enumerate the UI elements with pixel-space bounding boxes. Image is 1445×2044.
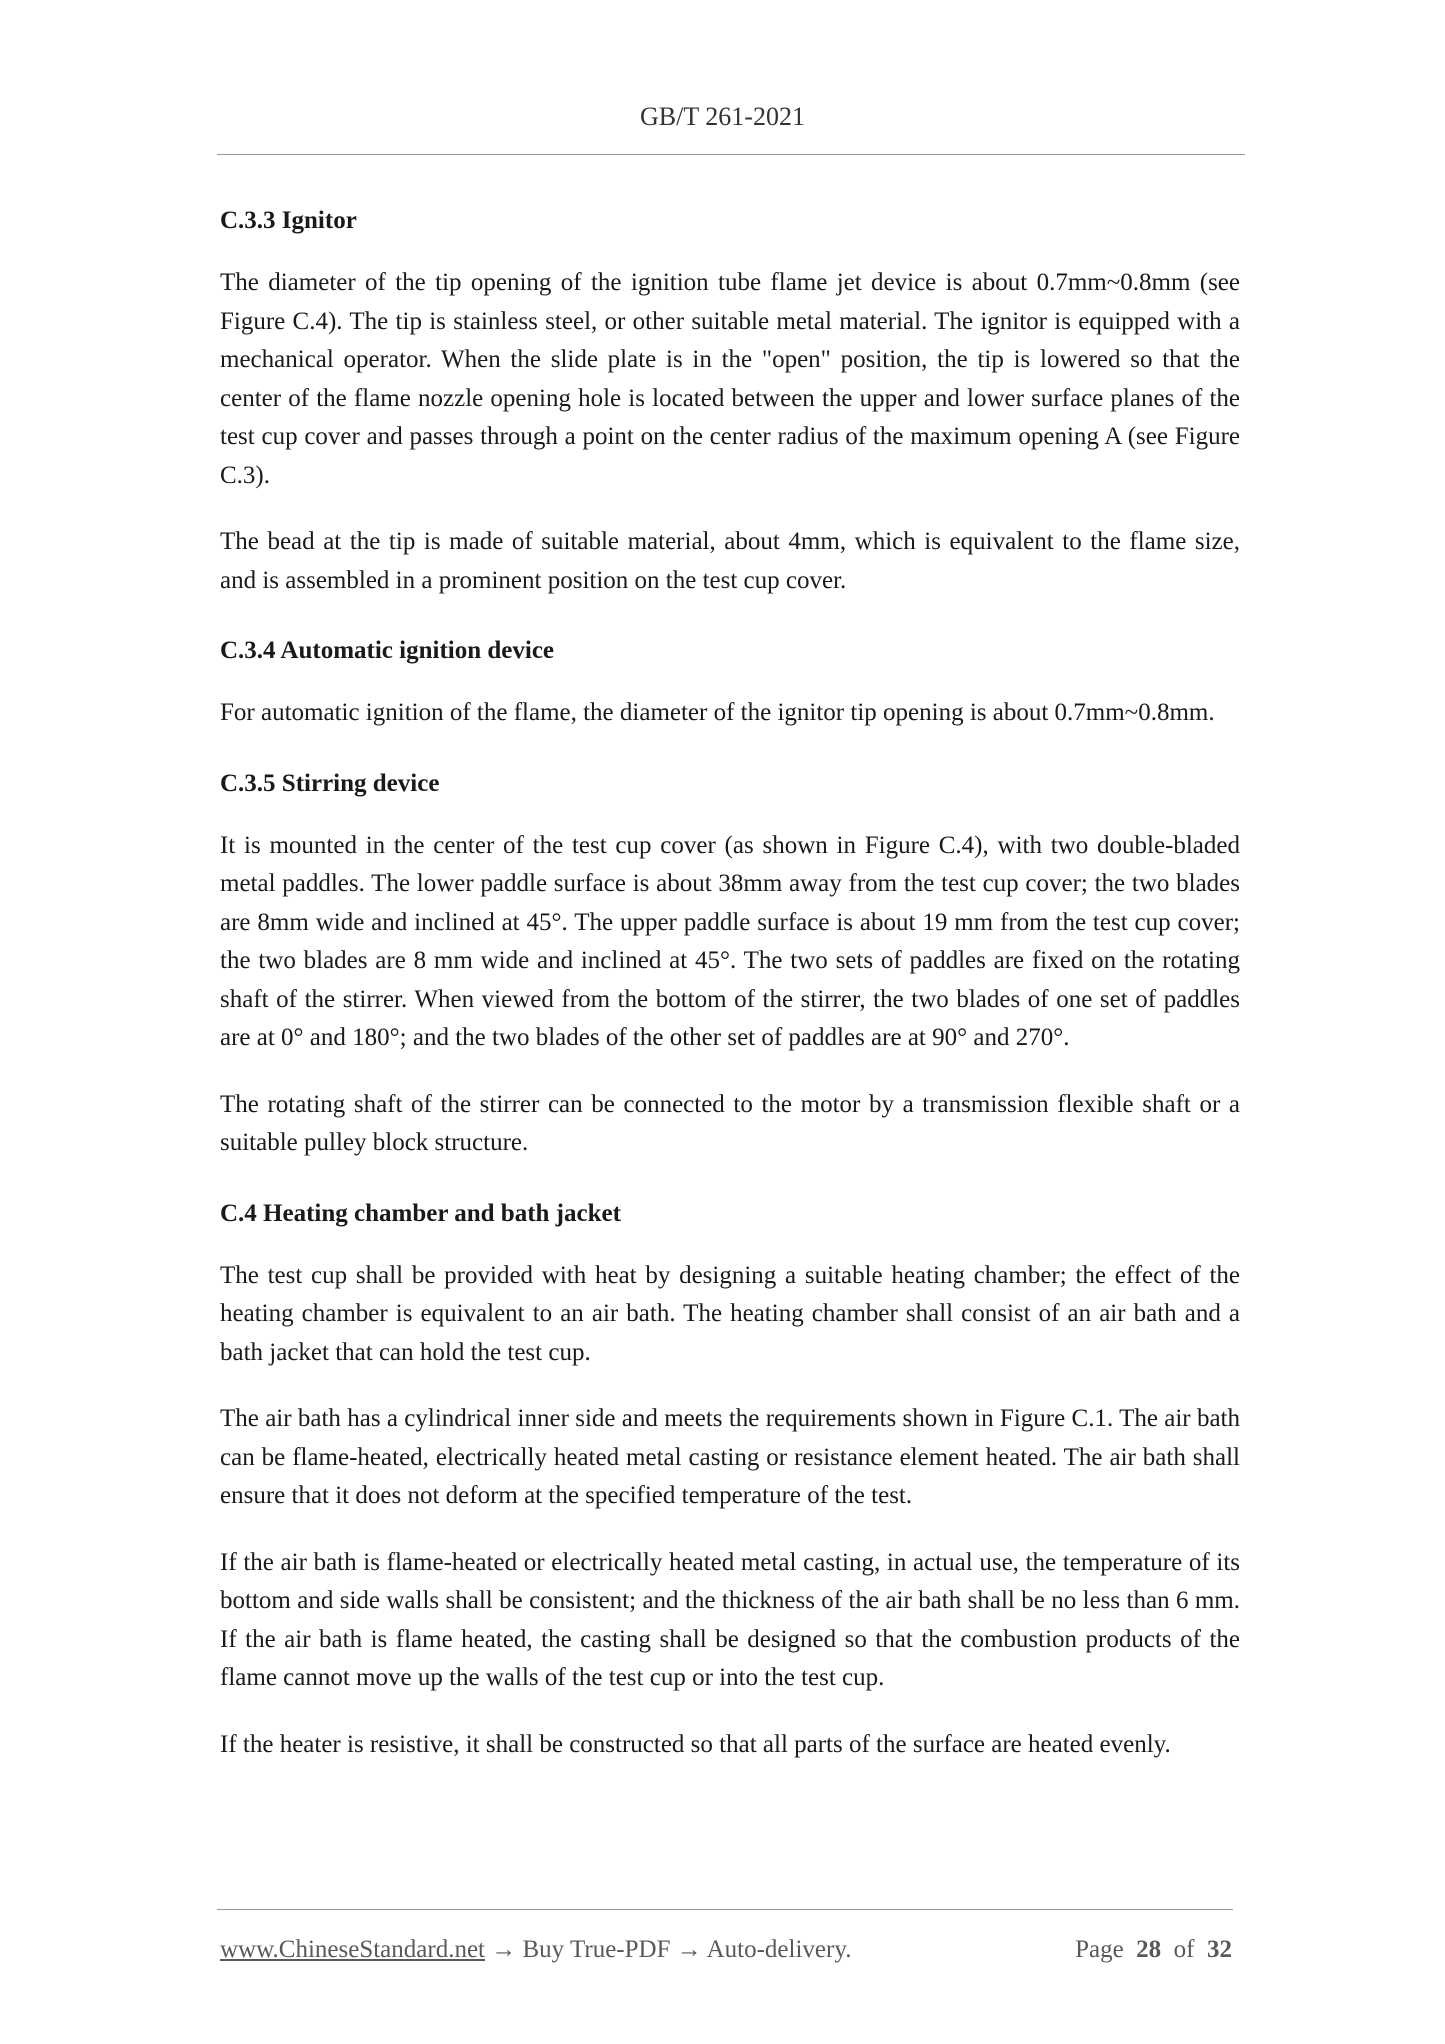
paragraph: For automatic ignition of the flame, the diameter of the ignitor tip opening is about 0.7mm~0.8mm.: [220, 699, 1215, 726]
page-label: Page: [1075, 1936, 1124, 1963]
page-total: 32: [1207, 1936, 1232, 1963]
footer-divider: [217, 1909, 1233, 1910]
page-header: GB/T 261-2021: [640, 102, 805, 131]
heading-c35: C.3.5 Stirring device: [220, 769, 440, 797]
header-divider: [217, 154, 1245, 155]
arrow-right-icon: →: [491, 1936, 517, 1963]
footer-promo: [220, 1936, 851, 1964]
heading-c4: C.4 Heating chamber and bath jacket: [220, 1199, 621, 1227]
paragraph: If the air bath is flame-heated or electrically heated metal casting, in actual use, the temperature of its bottom and side walls shall be consistent; and the thickness of the air bath shall be no less than 6 mm. If the air bath is flame heated, the casting shall be designed so that the combustion products of the flame cannot move up the walls of the test cup or into the test cup.: [220, 1548, 1240, 1691]
arrow-right-icon: →: [676, 1936, 702, 1963]
document-body: [220, 198, 1240, 1792]
paragraph: The diameter of the tip opening of the ignition tube flame jet device is about 0.7mm~0.8mm (see Figure C.4). The tip is stainless steel, or other suitable metal material. The ignitor is equipped with a mechanical operator. When the slide plate is in the "open" position, the tip is lowered so that the center of the flame nozzle opening hole is located between the upper and lower surface planes of the test cup cover and passes through a point on the center radius of the maximum opening A (see Figure C.3).: [220, 269, 1240, 489]
page-current: 28: [1136, 1936, 1162, 1963]
page-number: [1075, 1936, 1232, 1964]
auto-delivery-text: Auto-delivery.: [706, 1936, 852, 1963]
paragraph: The bead at the tip is made of suitable material, about 4mm, which is equivalent to the flame size, and is assembled in a prominent position on the test cup cover.: [220, 528, 1240, 594]
page-footer: [220, 1936, 1232, 1970]
paragraph: The air bath has a cylindrical inner side and meets the requirements shown in Figure C.1. The air bath can be flame-heated, electrically heated metal casting or resistance element heated. The air bath shall ensure that it does not deform at the specified temperature of the test.: [220, 1405, 1240, 1509]
paragraph: It is mounted in the center of the test cup cover (as shown in Figure C.4), with two double-bladed metal paddles. The lower paddle surface is about 38mm away from the test cup cover; the two blades are 8mm wide and inclined at 45°. The upper paddle surface is about 19 mm from the test cup cover; the two blades are 8 mm wide and inclined at 45°. The two sets of paddles are fixed on the rotating shaft of the stirrer. When viewed from the bottom of the stirrer, the two blades of one set of paddles are at 0° and 180°; and the two blades of the other set of paddles are at 90° and 270°.: [220, 831, 1240, 1051]
page-of-label: of: [1173, 1936, 1195, 1963]
paragraph: The test cup shall be provided with heat by designing a suitable heating chamber; the effect of the heating chamber is equivalent to an air bath. The heating chamber shall consist of an air bath and a bath jacket that can hold the test cup.: [220, 1261, 1240, 1366]
paragraph: If the heater is resistive, it shall be constructed so that all parts of the surface are heated evenly.: [220, 1730, 1171, 1758]
paragraph: The rotating shaft of the stirrer can be connected to the motor by a transmission flexible shaft or a suitable pulley block structure.: [220, 1090, 1240, 1156]
website-link[interactable]: www.ChineseStandard.net: [220, 1936, 485, 1963]
buy-true-pdf-text: Buy True-PDF: [522, 1936, 671, 1963]
heading-c33: C.3.3 Ignitor: [220, 207, 357, 234]
heading-c34: C.3.4 Automatic ignition device: [220, 637, 555, 664]
